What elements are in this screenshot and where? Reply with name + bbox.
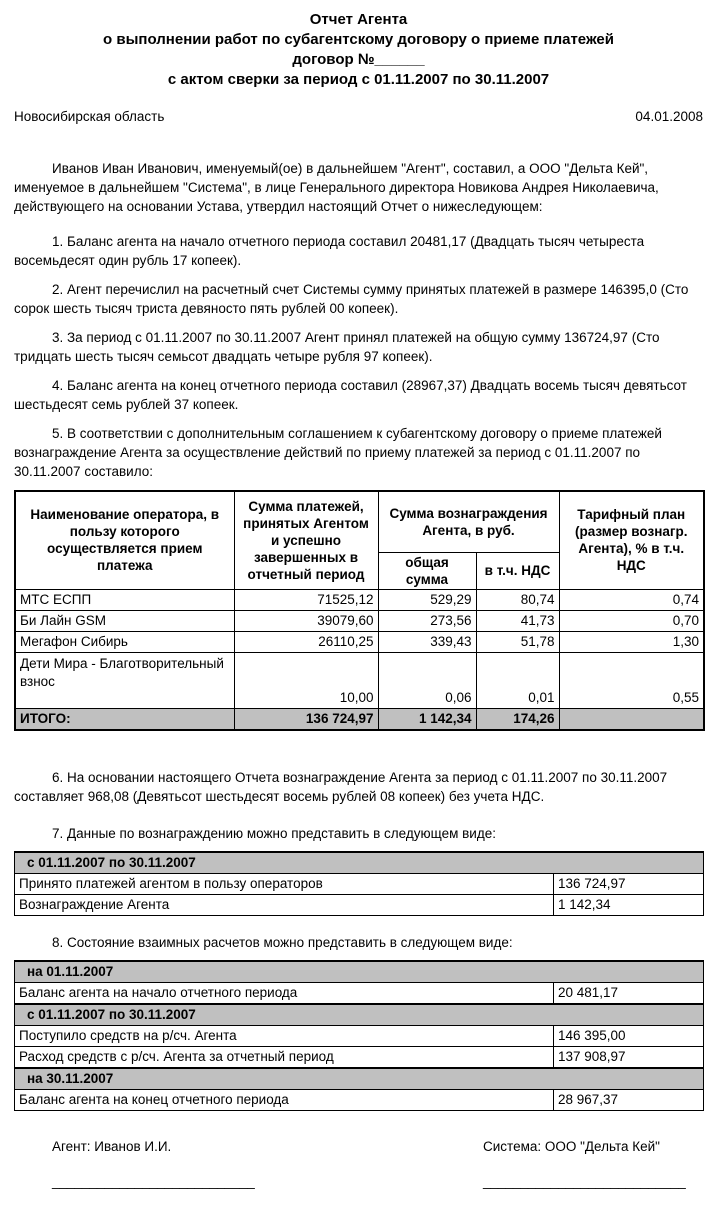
row-label: Расход средств с р/сч. Агента за отчетный период [15,1046,554,1068]
tariff-value: 0,74 [559,589,704,610]
total-payments-sum: 136 724,97 [234,708,378,730]
table-row [15,1089,704,1110]
table-row [15,652,704,708]
operators-table-header-row-1 [15,491,704,552]
total-row [15,708,704,730]
col-header-reward-total: общая сумма [378,552,476,589]
region-label: Новосибирская область [14,109,165,124]
item-1: 1. Баланс агента на начало отчетного периода составил 20481,17 (Двадцать тысяч четыреста восемьдесят один рубль 17 копеек). [14,234,645,268]
document-date: 04.01.2008 [635,109,703,124]
intro-paragraph: Иванов Иван Иванович, именуемый(ое) в дальнейшем "Агент", составил, а ООО "Дельта Кей", именуемое в дальнейшем "Система", в лице Генерального директора Новикова Андрея Николаевича, действующего на основании Устава, утвердил настоящий Отчет о нижеследующем: [14,161,659,214]
system-signature-label: Система: ООО "Дельта Кей" [483,1138,660,1154]
row-label: Принято платежей агентом в пользу операторов [15,873,554,894]
item-7: 7. Данные по вознаграждению можно представить в следующем виде: [52,825,496,841]
reward-vat-value: 80,74 [476,589,559,610]
row-value: 1 142,34 [554,894,704,915]
col-header-reward: Сумма вознаграждения Агента, в руб. [378,491,559,552]
row-label: Баланс агента на конец отчетного периода [15,1089,554,1110]
row-value: 28 967,37 [554,1089,704,1110]
section-header: с 01.11.2007 по 30.11.2007 [15,1004,704,1026]
table-row [15,1025,704,1046]
row-value: 20 481,17 [554,982,704,1004]
table-row [15,610,704,631]
settlement-table [14,960,704,1111]
period-header: с 01.11.2007 по 30.11.2007 [15,852,704,874]
payments-sum-value: 26110,25 [234,631,378,652]
row-label: Баланс агента на начало отчетного периода [15,982,554,1004]
title-line-3-contract-number: договор №______ [292,51,425,68]
reward-summary-table [14,851,704,916]
payments-sum-value: 10,00 [234,652,378,708]
col-header-reward-vat: в т.ч. НДС [476,552,559,589]
operator-name: Би Лайн GSM [15,610,234,631]
total-reward: 1 142,34 [378,708,476,730]
payments-sum-value: 39079,60 [234,610,378,631]
operator-name: Мегафон Сибирь [15,631,234,652]
row-value: 146 395,00 [554,1025,704,1046]
section-header-row [15,1004,704,1026]
row-label: Поступило средств на р/сч. Агента [15,1025,554,1046]
operator-name: Дети Мира - Благотворительный взнос [15,652,234,708]
title-line-1: Отчет Агента [309,11,408,28]
table-row [15,1046,704,1068]
reward-vat-value: 41,73 [476,610,559,631]
col-header-tariff: Тарифный план (размер вознагр. Агента), % в т.ч. НДС [559,491,704,589]
item-6: 6. На основании настоящего Отчета вознаграждение Агента за период с 01.11.2007 по 30.11.2007 составляет 968,08 (Девятьсот шестьдесят восемь рублей 08 копеек) без учета НДС. [14,769,668,804]
section-header-row [15,852,704,874]
item-8: 8. Состояние взаимных расчетов можно представить в следующем виде: [52,934,513,950]
tariff-value: 0,55 [559,652,704,708]
meta-row [14,107,703,126]
row-value: 137 908,97 [554,1046,704,1068]
total-tariff [559,708,704,730]
reward-total-value: 0,06 [378,652,476,708]
title-line-4-period: с актом сверки за период с 01.11.2007 по 30.11.2007 [167,71,550,88]
tariff-value: 1,30 [559,631,704,652]
reward-total-value: 339,43 [378,631,476,652]
operator-name: МТС ЕСПП [15,589,234,610]
item-5: 5. В соответствии с дополнительным соглашением к субагентскому договору о приеме платежей вознаграждение Агента за осуществление действий по приему платежей за период с 01.11.2007 по 30.11.2007 составило: [14,426,662,479]
table-row [15,589,704,610]
table-row [15,894,704,915]
row-value: 136 724,97 [554,873,704,894]
section-header-row [15,961,704,983]
agent-signature [52,1137,255,1191]
col-header-payments-sum: Сумма платежей, принятых Агентом и успешно завершенных в отчетный период [234,491,378,589]
system-signature [483,1137,686,1191]
table-row [15,873,704,894]
item-3: 3. За период с 01.11.2007 по 30.11.2007 Агент принял платежей на общую сумму 136724,97 (Сто тридцать шесть тысяч семьсот двадцать четыре рубля 97 копеек). [14,330,660,364]
signature-block [14,1137,703,1227]
reward-total-value: 529,29 [378,589,476,610]
section-header-row [15,1068,704,1090]
reward-vat-value: 51,78 [476,631,559,652]
reward-vat-value: 0,01 [476,652,559,708]
title-line-2: о выполнении работ по субагентскому договору о приеме платежей [103,31,614,48]
table-row [15,982,704,1004]
total-label: ИТОГО: [15,708,234,730]
item-4: 4. Баланс агента на конец отчетного периода составил (28967,37) Двадцать восемь тысяч девятьсот шестьдесят семь рублей 37 копеек. [14,378,687,412]
agent-signature-label: Агент: Иванов И.И. [52,1138,172,1154]
section-header: на 01.11.2007 [15,961,704,983]
section-header: на 30.11.2007 [15,1068,704,1090]
row-label: Вознаграждение Агента [15,894,554,915]
table-row [15,631,704,652]
reward-total-value: 273,56 [378,610,476,631]
system-signature-line: ___________________________ [483,1173,686,1189]
operators-table [14,490,705,731]
col-header-operator: Наименование оператора, в пользу которого осуществляется прием платежа [15,491,234,589]
payments-sum-value: 71525,12 [234,589,378,610]
document-title [14,10,703,90]
total-vat: 174,26 [476,708,559,730]
agent-signature-line: ___________________________ [52,1173,255,1189]
item-2: 2. Агент перечислил на расчетный счет Системы сумму принятых платежей в размере 146395,0 (Сто сорок шесть тысяч триста девяносто пять рублей 00 копеек). [14,282,689,316]
tariff-value: 0,70 [559,610,704,631]
